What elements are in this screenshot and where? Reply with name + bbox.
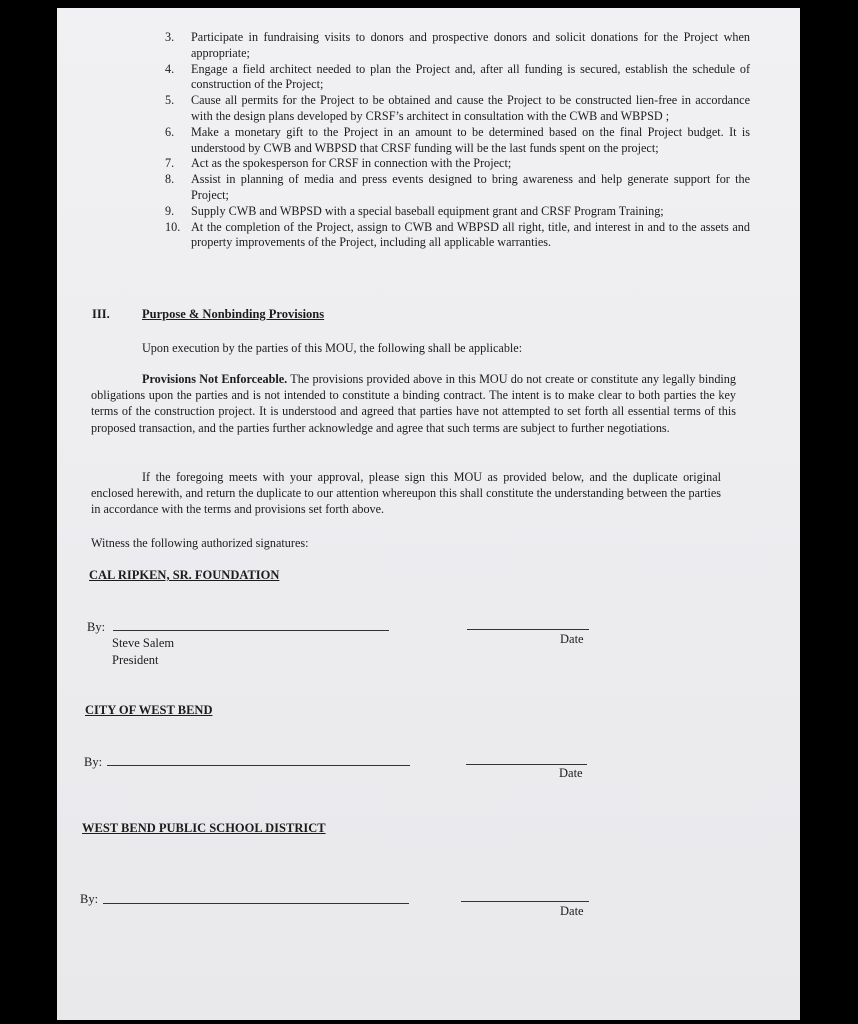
list-text: Cause all permits for the Project to be obtained and cause the Project to be constructed lien-free in accordance with the design plans developed by CRSF’s architect in consultation with the CWB and WBPSD ; [191, 93, 750, 123]
list-item [165, 220, 750, 252]
section-intro: Upon execution by the parties of this MOU, the following shall be applicable: [142, 341, 523, 355]
list-item [165, 172, 750, 204]
list-number: 4. [165, 61, 175, 76]
list-item [165, 156, 750, 172]
list-text: Supply CWB and WBPSD with a special baseball equipment grant and CRSF Program Training; [191, 203, 664, 218]
org-name-crsf: CAL RIPKEN, SR. FOUNDATION [89, 568, 280, 582]
date-line[interactable] [467, 629, 589, 630]
provisions-paragraph [91, 371, 736, 436]
org-name-city: CITY OF WEST BEND [85, 703, 213, 717]
by-label: By: [80, 892, 99, 906]
list-text: Participate in fundraising visits to donors and prospective donors and solicit donations for the Project when appropriate; [191, 30, 750, 60]
list-number: 8. [165, 172, 175, 187]
signature-line[interactable] [107, 765, 410, 766]
provisions-text: The provisions provided above in this MOU do not create or constitute any legally binding obligations upon the parties and is not intended to constitute a binding contract. The intent is to make clear to both parties the key terms of the construction project. It is understood and agreed that parties have not attempted to set forth all essential terms of this proposed transaction, and the parties further acknowledge and agree that such terms are subject to further negotiations. [91, 372, 736, 435]
org-name-school-district: WEST BEND PUBLIC SCHOOL DISTRICT [82, 821, 326, 835]
list-item [165, 93, 750, 125]
list-number: 7. [165, 156, 175, 171]
approval-paragraph: If the foregoing meets with your approval, please sign this MOU as provided below, and the duplicate original enclosed herewith, and return the duplicate to our attention whereupon this shall constitute the understanding between the parties in accordance with the terms and provisions set forth above. [91, 470, 721, 517]
list-number: 5. [165, 93, 175, 108]
list-text: Act as the spokesperson for CRSF in connection with the Project; [191, 156, 512, 171]
list-text: Assist in planning of media and press events designed to bring awareness and help generate support for the Project; [191, 172, 750, 202]
list-item [165, 125, 750, 157]
list-text: Make a monetary gift to the Project in an amount to be determined based on the final Project budget. It is understood by CWB and WBPSD that CRSF funding will be the last funds spent on the project; [191, 124, 750, 155]
signature-line[interactable] [113, 630, 389, 631]
section-title: Purpose & Nonbinding Provisions [142, 307, 325, 321]
list-item [165, 204, 750, 220]
document-page [57, 8, 800, 1020]
list-number: 6. [165, 124, 175, 139]
list-number: 10. [165, 219, 181, 234]
by-label: By: [87, 620, 106, 634]
date-line[interactable] [466, 764, 587, 765]
date-line[interactable] [461, 901, 589, 902]
witness-line: Witness the following authorized signatures: [91, 536, 309, 550]
list-text: At the completion of the Project, assign to CWB and WBPSD all right, title, and interest in and to the assets and property improvements of the Project, including all applicable warranties. [191, 219, 750, 250]
list-text: Engage a field architect needed to plan the Project and, after all funding is secured, establish the schedule of construction of the Project; [191, 61, 750, 92]
date-label: Date [560, 904, 584, 918]
signer-title: President [112, 653, 159, 667]
list-number: 3. [165, 30, 175, 44]
signature-line[interactable] [103, 903, 409, 904]
list-item [165, 30, 750, 62]
list-number: 9. [165, 203, 175, 218]
date-label: Date [559, 766, 583, 780]
provisions-label: Provisions Not Enforceable. [142, 372, 288, 386]
obligations-list [165, 30, 750, 251]
by-label: By: [84, 755, 103, 769]
date-label: Date [560, 632, 584, 646]
section-number: III. [92, 307, 110, 321]
signer-name: Steve Salem [112, 636, 175, 650]
list-item [165, 62, 750, 94]
